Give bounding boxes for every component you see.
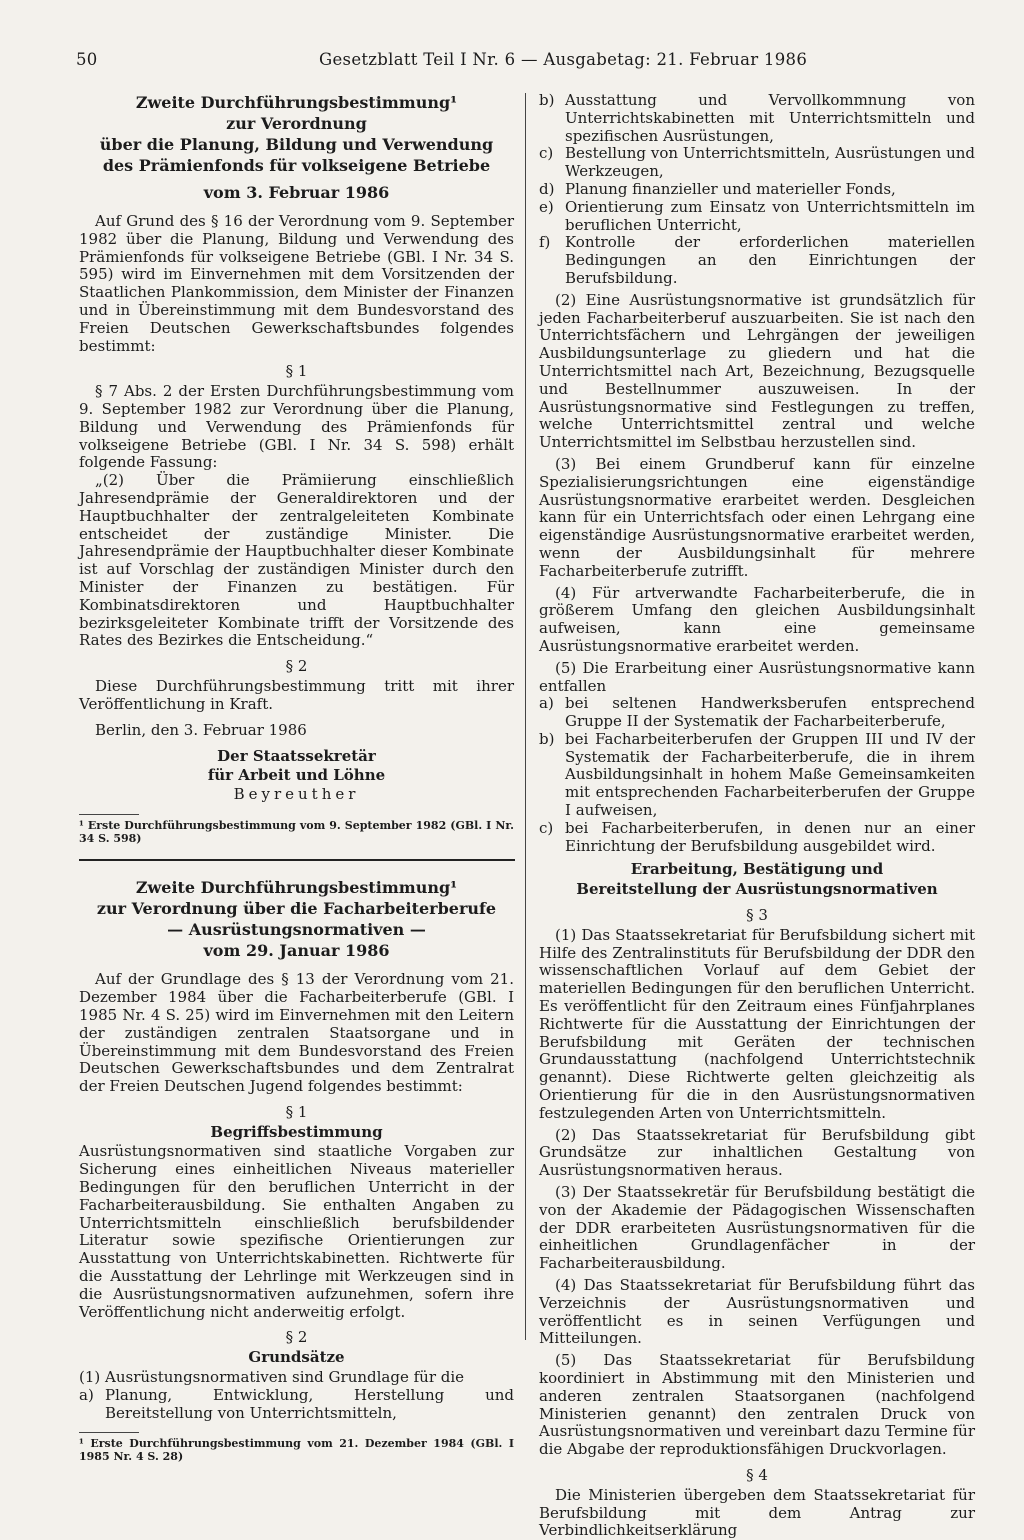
list-item-label: b) — [539, 91, 555, 109]
doc2-section-3-para-3: (3) Der Staatssekretär für Berufsbildung bestätigt die von der Akademie der Pädagogischen Wissenschaften der DDR erarbeiteten Ausrüstungsnormativen für die einheitlichen Grundlagenfächer in der Facharbeiterausbildung. — [539, 1183, 975, 1273]
list-item — [539, 92, 975, 145]
document-separator — [79, 859, 515, 861]
doc2-section-3-para-2: (2) Das Staatssekretariat für Berufsbildung gibt Grundsätze zur inhaltlichen Gestaltung von Ausrüstungsnormativen heraus. — [539, 1125, 975, 1180]
list-item-label: d) — [539, 179, 555, 198]
doc2-section-3-heading: § 3 — [746, 906, 768, 925]
list-item-label: a) — [79, 1385, 94, 1404]
list-item — [79, 1387, 514, 1423]
doc2-section-2-para-3: (3) Bei einem Grundberuf kann für einzelne Spezialisierungsrichtungen eine eigenständige Ausrüstungsnormative erarbeitet werden. Desgleichen kann für ein Unterrichtsfach oder einen Lehrgang eine eigenständige Ausrüstungsnormative erarbeitet werden, wenn der Ausbildungsinhalt für mehrere Facharbeiterberufe zutrifft. — [539, 454, 975, 580]
list-item-text: Planung finanzieller und materieller Fonds, — [565, 179, 896, 198]
doc2-section-2-title: Grundsätze — [248, 1348, 345, 1367]
signature-line: für Arbeit und Löhne — [207, 766, 386, 785]
doc1-section-1-text: § 7 Abs. 2 der Ersten Durchführungsbestimmung vom 9. September 1982 zur Verordnung über die Planung, Bildung und Verwendung des Prämienfonds für volkseigene Betriebe (GBl. I Nr. 34 S. 598) erhält folgende Fassung: — [79, 382, 514, 472]
column-divider — [525, 93, 526, 1340]
doc1-preamble: Auf Grund des § 16 der Verordnung vom 9. September 1982 über die Planung, Bildung und Verwendung des Prämienfonds für volkseigene Betriebe (GBl. I Nr. 34 S. 595) wird im Einvernehmen mit dem Vorsitzenden der Staatlichen Plankommission, dem Minister der Finanzen und in Übereinstimmung mit dem Bundesvorstand des Freien Deutschen Gewerkschaftsbundes folgendes bestimmt: — [79, 212, 514, 355]
part-title-line: Bereitstellung der Ausrüstungsnormativen — [576, 880, 938, 899]
doc1-section-1-quote: „(2) Über die Prämiierung einschließlich Jahresendprämie der Generaldirektoren und der Hauptbuchhalter der zentralgeleiteten Kombinate entscheidet der zuständige Minister. Die Jahresendprämie der Hauptbuchhalter dieser Kombinate ist auf Vorschlag der zuständigen Minister durch den Minister der Finanzen zu bestätigen. Für Kombinatsdirektoren und Hauptbuchhalter bezirksgeleiteter Kombinate trifft der Vorsitzende des Rates des Bezirkes die Entscheidung.“ — [79, 471, 514, 650]
doc2-section-2-para-2: (2) Eine Ausrüstungsnormative ist grundsätzlich für jeden Facharbeiterberuf auszuarbeiten. Sie ist nach den Unterrichtsfächern und Lehrgängen der jeweiligen Ausbildungsunterlage zu gliedern und hat die Unterrichtsmittel nach Art, Bezeichnung, Bezugsquelle und Bestellnummer auszuweisen. In der Ausrüstungsnormative sind Festlegungen zu treffen, welche Unterrichtsmittel zentral und welche Unterrichtsmittel im Selbstbau herzustellen sind. — [539, 290, 975, 452]
doc1-title-line: über die Planung, Bildung und Verwendung — [99, 135, 494, 154]
footnote-rule — [79, 1432, 139, 1433]
left-column — [79, 92, 514, 1463]
doc2-section-2-para-4: (4) Für artverwandte Facharbeiterberufe, die in größerem Umfang den gleichen Ausbildungsinhalt aufweisen, kann eine gemeinsame Ausrüstungsnormative erarbeitet werden. — [539, 583, 975, 655]
list-item-text: Orientierung zum Einsatz von Unterrichtsmitteln im beruflichen Unterricht, — [565, 197, 975, 234]
list-item-label: e) — [539, 197, 554, 216]
page-number: 50 — [76, 50, 98, 69]
doc2-title-line: — Ausrüstungsnormativen — — [167, 920, 426, 940]
doc2-section-1-title: Begriffsbestimmung — [210, 1122, 383, 1141]
doc2-section-2-heading: § 2 — [285, 1328, 308, 1347]
doc1-footnote: ¹ Erste Durchführungsbestimmung vom 9. September 1982 (GBl. I Nr. 34 S. 598) — [79, 819, 514, 846]
doc2-title — [79, 877, 514, 961]
doc2-section-4-heading: § 4 — [746, 1465, 768, 1484]
doc1-place-date: Berlin, den 3. Februar 1986 — [95, 720, 307, 739]
list-item — [539, 234, 975, 287]
footnote-rule — [79, 814, 139, 815]
doc1-signature — [79, 747, 514, 804]
doc2-section-2-para-5: (5) Die Erarbeitung einer Ausrüstungsnormative kann entfallen — [539, 658, 975, 695]
list-item-label: c) — [539, 144, 554, 163]
doc2-section-1-heading: § 1 — [285, 1102, 308, 1121]
doc2-preamble: Auf der Grundlage des § 13 der Verordnung vom 21. Dezember 1984 über die Facharbeiterberufe (GBl. I 1985 Nr. 4 S. 25) wird im Einvernehmen mit den Leitern der zuständigen zentralen Staatsorgane und in Übereinstimmung mit dem Bundesvorstand des Freien Deutschen Gewerkschaftsbundes und dem Zentralrat der Freien Deutschen Jugend folgendes bestimmt: — [79, 970, 514, 1096]
list-item-text: bei Facharbeiterberufen der Gruppen III und IV der Systematik der Facharbeiterberufe, die in ihrem Ausbildungsinhalt in hohem Maße Gemeinsamkeiten mit entsprechenden Facharbeiterberufen der Gruppe I aufweisen, — [565, 729, 975, 820]
list-item-text: Ausstattung und Vervollkommnung von Unterrichtskabinetten mit Unterrichtsmitteln und spezifischen Ausrüstungen, — [565, 91, 975, 145]
doc1-title — [79, 92, 514, 203]
gazette-title: Gesetzblatt Teil I Nr. 6 — Ausgabetag: 21. Februar 1986 — [319, 50, 808, 69]
doc2-title-line: zur Verordnung über die Facharbeiterberufe — [96, 899, 497, 919]
doc2-section-2-para-1: (1) Ausrüstungsnormativen sind Grundlage für die — [79, 1368, 465, 1387]
list-item-text: Kontrolle der erforderlichen materiellen Bedingungen an den Einrichtungen der Berufsbildung. — [565, 233, 975, 287]
doc1-section-2-text: Diese Durchführungsbestimmung tritt mit ihrer Veröffentlichung in Kraft. — [79, 676, 514, 713]
list-item — [539, 199, 975, 235]
list-item-text: Bestellung von Unterrichtsmitteln, Ausrüstungen und Werkzeugen, — [565, 144, 975, 181]
list-item-label: a) — [539, 694, 554, 713]
list-item — [539, 820, 975, 856]
list-item-text: bei Facharbeiterberufen, in denen nur an einer Einrichtung der Berufsbildung ausgebildet wird. — [565, 818, 975, 855]
list-item — [539, 181, 975, 199]
list-item-label: c) — [539, 818, 554, 837]
part-title-line: Erarbeitung, Bestätigung und — [630, 860, 884, 879]
list-item-text: bei seltenen Handwerksberufen entsprechend Gruppe II der Systematik der Facharbeiterberufe, — [565, 694, 975, 731]
list-item-label: f) — [539, 233, 551, 252]
list-item — [539, 731, 975, 820]
doc1-title-line: des Prämienfonds für volkseigene Betriebe — [102, 156, 491, 175]
list-item-label: b) — [539, 729, 555, 748]
doc1-title-line: Zweite Durchführungsbestimmung¹ — [135, 93, 458, 112]
doc1-section-1-heading: § 1 — [285, 362, 308, 381]
right-column — [539, 92, 975, 1540]
signature-line: Der Staatssekretär — [217, 747, 376, 766]
doc2-footnote: ¹ Erste Durchführungsbestimmung vom 21. Dezember 1984 (GBl. I 1985 Nr. 4 S. 28) — [79, 1437, 514, 1464]
list-item-text: Planung, Entwicklung, Herstellung und Bereitstellung von Unterrichtsmitteln, — [105, 1385, 514, 1422]
doc2-section-3-para-5: (5) Das Staatssekretariat für Berufsbildung koordiniert in Abstimmung mit den Ministerien und anderen zentralen Staatsorganen (nachfolgend Ministerien genannt) den zentralen Druck von Ausrüstungsnormativen und vereinbart dazu Termine für die Abgabe der reproduktionsfähigen Druckvorlagen. — [539, 1351, 975, 1459]
doc2-section-3-para-4: (4) Das Staatssekretariat für Berufsbildung führt das Verzeichnis der Ausrüstungsnormativen und veröffentlicht es in seinen Verfügungen und Mitteilungen. — [539, 1276, 975, 1348]
doc2-section-3-para-1: (1) Das Staatssekretariat für Berufsbildung sichert mit Hilfe des Zentralinstituts für Berufsbildung der DDR den wissenschaftlichen Vorlauf auf dem Gebiet der materiellen Bedingungen für den beruflichen Unterricht. Es veröffentlicht für den Zeitraum eines Fünfjahrplanes Richtwerte für die Ausstattung der Einrichtungen der Berufsbildung mit Geräten der technischen Grundausstattung (nachfolgend Unterrichtstechnik genannt). Diese Richtwerte gelten gleichzeitig als Orientierung für die in den Ausrüstungsnormativen festzulegenden Arten von Unterrichtsmitteln. — [539, 925, 975, 1122]
doc2-section-4-text: Die Ministerien übergeben dem Staatssekretariat für Berufsbildung mit dem Antrag zur Verbindlichkeitserklärung — [539, 1485, 975, 1540]
doc1-date: vom 3. Februar 1986 — [203, 183, 390, 202]
doc1-section-2-heading: § 2 — [285, 657, 308, 676]
doc2-title-line: Zweite Durchführungsbestimmung¹ — [135, 878, 458, 898]
list-item — [539, 695, 975, 731]
list-item — [539, 145, 975, 181]
doc2-date: vom 29. Januar 1986 — [203, 941, 390, 961]
signature-name: Beyreuther — [233, 785, 360, 804]
doc1-title-line: zur Verordnung — [226, 114, 367, 133]
doc2-section-1-text: Ausrüstungsnormativen sind staatliche Vorgaben zur Sicherung eines einheitlichen Niveaus materieller Bedingungen für den beruflichen Unterricht in der Facharbeiterausbildung. Sie enthalten Angaben zu Unterrichtsmitteln einschließlich berufsbildender Literatur sowie spezifische Orientierungen zur Ausstattung von Unterrichtskabinetten. Richtwerte für die Ausstattung der Lehrlinge mit Werkzeugen sind in die Ausrüstungsnormativen aufzunehmen, sofern ihre Veröffentlichung nicht anderweitig erfolgt. — [79, 1142, 514, 1321]
